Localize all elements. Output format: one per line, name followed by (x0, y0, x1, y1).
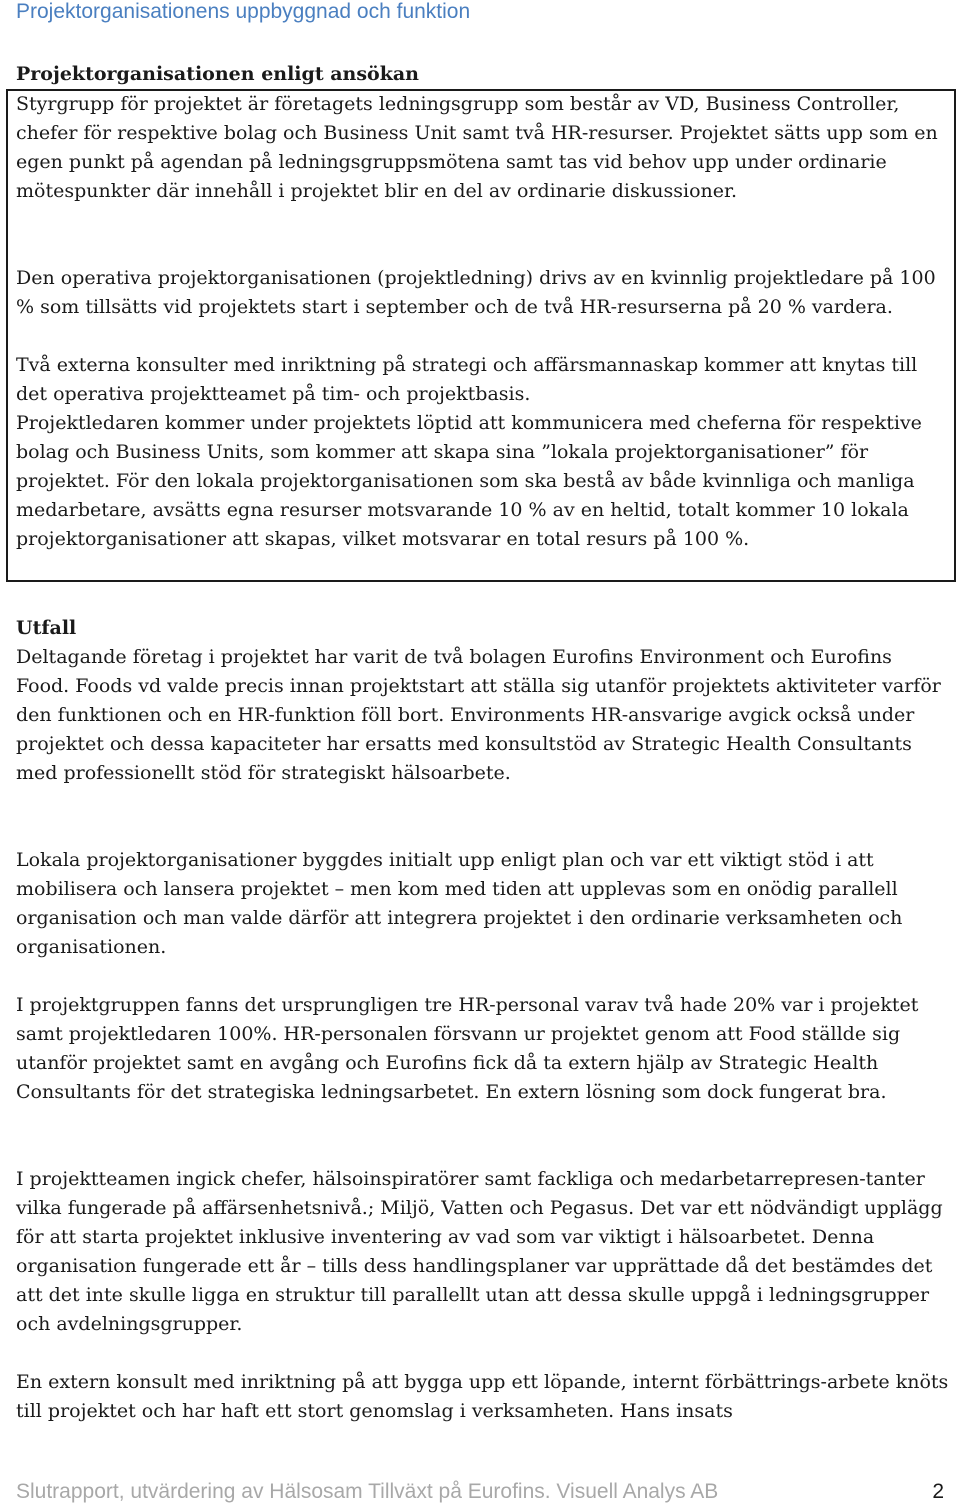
outcome-heading: Utfall (16, 617, 77, 639)
outcome-paragraph-2: Lokala projektorganisationer byggdes initialt upp enligt plan och var ett viktigt stöd i att mobilisera och lansera projektet – men kom med tiden att upplevas som en onödig parallell organisation och man valde därför att integrera projektet i den ordinarie verksamheten och organisationen. (16, 849, 903, 958)
box-paragraph-4: Projektledaren kommer under projektets löptid att kommunicera med cheferna för respektive bolag och Business Units, som kommer att skapa sina ”lokala projektorganisationer” för projektet. För den lokala projektorganisationen som ska bestå av både kvinnliga och manliga medarbetare, avsätts egna resurser motsvarande 10 % av en heltid, totalt kommer 10 lokala projektorganisationer att skapas, vilket motsvarar en total resurs på 100 %. (16, 412, 922, 550)
page-number: 2 (932, 1480, 944, 1503)
box-paragraph-3: Två externa konsulter med inriktning på strategi och affärsmannaskap kommer att knytas till det operativa projektteamet på tim- och projektbasis. (16, 354, 918, 405)
outcome-paragraph-4: I projektteamen ingick chefer, hälsoinspiratörer samt fackliga och medarbetarrepresen-tanter vilka fungerade på affärsenhetsnivå.; Miljö, Vatten och Pegasus. Det var ett nödvändigt upplägg för att starta projektet inklusive inventering av vad som var viktigt i hälsoarbetet. Denna organisation fungerade ett år – tills dess handlingsplaner var upprättade då det bestämdes det att det inte skulle ligga en struktur till parallellt utan att dessa skulle uppgå i ledningsgrupper och avdelningsgrupper. (16, 1168, 943, 1335)
box-heading: Projektorganisationen enligt ansökan (16, 63, 419, 85)
outcome-paragraph-5: En extern konsult med inriktning på att bygga upp ett löpande, internt förbättrings-arbete knöts till projektet och har haft ett stort genomslag i verksamheten. Hans insats (16, 1371, 949, 1422)
outcome-paragraph-1: Deltagande företag i projektet har varit de två bolagen Eurofins Environment och Eurofins Food. Foods vd valde precis innan projektstart att ställa sig utanför projektets aktiviteter varför den funktionen och en HR-funktion föll bort. Environments HR-ansvarige avgick också under projektet och dessa kapaciteter har ersatts med konsultstöd av Strategic Health Consultants med professionellt stöd för strategiskt hälsoarbete. (16, 646, 941, 784)
box-paragraph-1: Styrgrupp för projektet är företagets ledningsgrupp som består av VD, Business Controller, chefer för respektive bolag och Business Unit samt två HR-resurser. Projektet sätts upp som en egen punkt på agendan på ledningsgruppsmötena samt tas vid behov upp under ordinarie mötespunkter där innehåll i projektet blir en del av ordinarie diskussioner. (16, 93, 938, 202)
outcome-paragraph-3: I projektgruppen fanns det ursprungligen tre HR-personal varav två hade 20% var i projektet samt projektledaren 100%. HR-personalen försvann ur projektet genom att Food ställde sig utanför projektet samt en avgång och Eurofins fick då ta extern hjälp av Strategic Health Consultants för det strategiska ledningsarbetet. En extern lösning som dock fungerat bra. (16, 994, 919, 1103)
box-paragraph-2: Den operativa projektorganisationen (projektledning) drivs av en kvinnlig projektledare på 100 % som tillsätts vid projektets start i september och de två HR-resurserna på 20 % vardera. (16, 267, 936, 318)
section-title: Projektorganisationens uppbyggnad och funktion (16, 0, 471, 23)
page-footer (16, 1480, 950, 1504)
footer-text: Slutrapport, utvärdering av Hälsosam Tillväxt på Eurofins. Visuell Analys AB (16, 1480, 719, 1503)
